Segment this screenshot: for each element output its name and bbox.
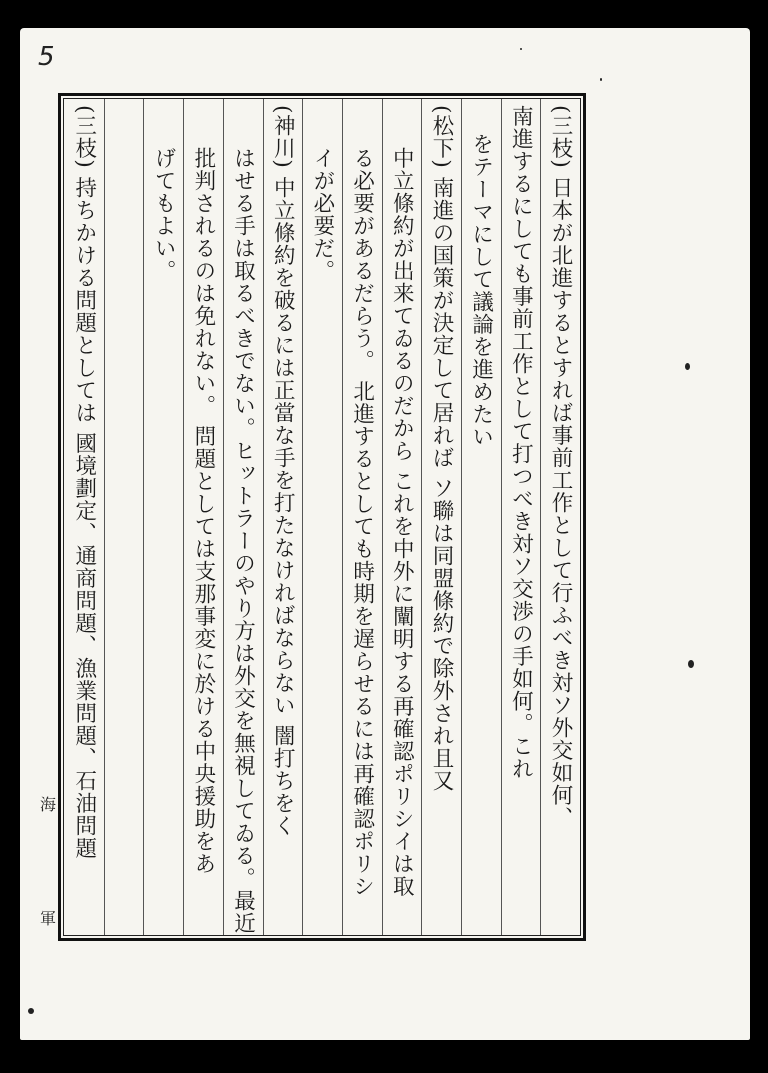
text-column-1: (三枝) 日本が北進するとすれば事前工作として行ふべき対ソ外交如何、 (540, 99, 580, 935)
text-column-8: (神川) 中立條約を破るには正當な手を打たなければならない 闇打ちをく (263, 99, 303, 935)
text-column-6: る必要があるだらう。 北進するとしても時期を遅らせるには再確認ポリシ (342, 99, 382, 935)
text-column-9: はせる手は取るべきでない。ヒットラーのやり方は外交を無視してゐる。最近 (223, 99, 263, 935)
manuscript-grid (63, 98, 581, 936)
text-column-7: イが必要だ。 (302, 99, 342, 935)
text-column-5: 中立條約が出来てゐるのだから これを中外に闡明する再確認ポリシイは取 (382, 99, 422, 935)
text-column-10: 批判されるのは免れない。 問題としては支那事変に於ける中央援助をあ (183, 99, 223, 935)
text-column-3: をテーマにして議論を進めたい (461, 99, 501, 935)
text-column-2: 南進するにしても事前工作として打つべき対ソ交渉の手如何。これ (501, 99, 541, 935)
text-column-11: げてもよい。 (143, 99, 183, 935)
margin-mark-gun: 軍 (40, 909, 57, 928)
text-column-13: (三枝) 持ちかける問題としては 國境劃定、通商問題、漁業問題、石油問題 (71, 105, 97, 860)
margin-mark-kai: 海 (40, 795, 57, 814)
text-column-4: (松下) 南進の国策が決定して居れば ソ聯は同盟條約で除外され且又 (421, 99, 461, 935)
page-number: 5 (38, 42, 55, 72)
text-column-12 (104, 99, 144, 935)
